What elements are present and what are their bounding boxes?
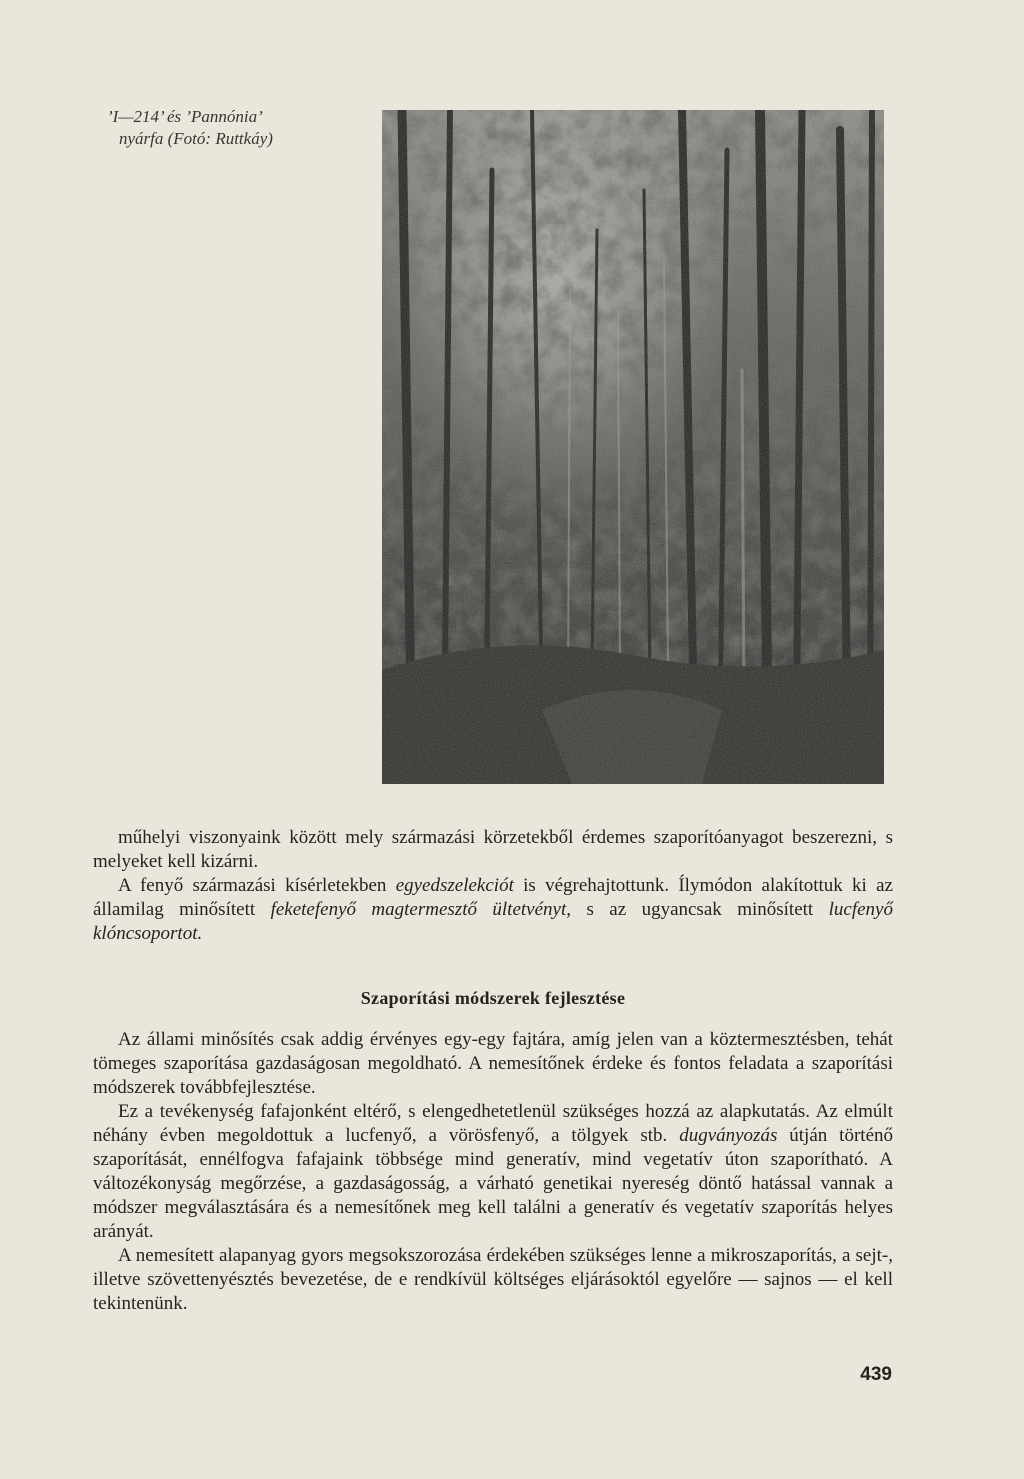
para2-sentence-b <box>93 1100 893 1244</box>
para1-sentence-a: műhelyi viszonyaink között mely származási körzetekből érdemes szaporítóanyagot beszerezni, s melyeket kell kizárni. <box>93 827 893 872</box>
para1-b-mid: s az ugyancsak minősített <box>571 899 829 920</box>
poplar-forest-photo <box>382 110 884 784</box>
page-number: 439 <box>860 1364 892 1385</box>
paragraph-origin-trials <box>93 826 893 946</box>
para1-sentence-b <box>93 874 893 946</box>
para1-b-em: egyedszelekciót <box>395 875 514 896</box>
para1-b-post: is végrehajtottunk. Ílymódon alakítottuk ki az államilag minősített <box>93 875 893 920</box>
para2-sentence-c: A nemesített alapanyag gyors megsokszorozása érdekében szükséges lenne a mikroszaporítás, a sejt-, illetve szövettenyésztés bevezetése, de e rendkívül költséges eljárásoktól egyelőre — sajnos — el kell tekintenünk. <box>93 1245 893 1314</box>
para2-b-em: dugványozás <box>679 1125 778 1146</box>
para1-b-em2: feketefenyő magtermesztő ültetvényt, <box>270 899 572 920</box>
para1-b-em3: lucfenyő klóncsoportot. <box>93 899 893 944</box>
caption-line-1: ’I—214’ és ’Pannónia’ <box>107 107 263 126</box>
photo-caption <box>107 106 377 150</box>
para1-b-pre: A fenyő származási kísérletekben <box>118 875 396 896</box>
para2-b-pre: Ez a tevékenység fafajonként eltérő, s elengedhetetlenül szükséges hozzá az alapkutatás. Az elmúlt néhány évben megoldottuk a lucfenyő, a vörösfenyő, a tölgyek stb. <box>93 1101 893 1146</box>
paragraph-propagation <box>93 1028 893 1316</box>
caption-line-2: nyárfa (Fotó: Ruttkáy) <box>119 129 273 148</box>
section-heading: Szaporítási módszerek fejlesztése <box>360 988 626 1008</box>
forest-photo-icon <box>382 110 884 784</box>
para2-b-post: útján történő szaporítását, ennélfogva fafajaink többsége mind generatív, mind vegetatív úton szaporítható. A változékonyság megőrzése, a gazdaságosság, a várható genetikai nyereség döntő hatással vannak a módszer megválasztására és a nemesítőnek meg kell találni a generatív és vegetatív szaporítás helyes arányát. <box>93 1125 893 1242</box>
para2-sentence-a: Az állami minősítés csak addig érvényes egy-egy fajtára, amíg jelen van a köztermesztésben, tehát tömeges szaporítása gazdaságosan megoldható. A nemesítőnek érdeke és fontos feladata a szaporítási módszerek továbbfejlesztése. <box>93 1029 893 1098</box>
